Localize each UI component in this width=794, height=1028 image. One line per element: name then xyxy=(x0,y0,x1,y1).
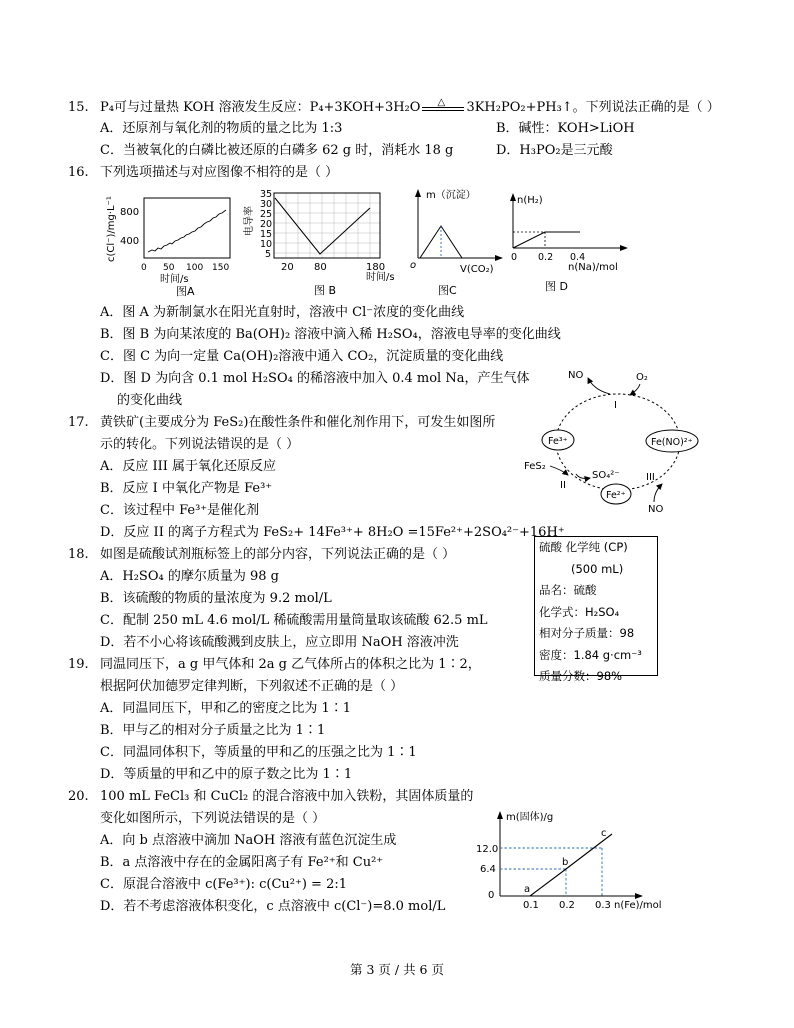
q19-stem-line2: 根据阿伏加德罗定律判断，下列叙述不正确的是（ ） xyxy=(100,679,404,694)
q16-figD-xtick: 0 xyxy=(511,252,518,263)
q20-stem-line1: 100 mL FeCl₃ 和 CuCl₂ 的混合溶液中加入铁粉，其固体质量的 xyxy=(100,789,474,804)
q17-arrow-so4 xyxy=(576,474,590,479)
q16-option-a: A．图 A 为新制氯水在阳光直射时，溶液中 Cl⁻浓度的变化曲线 xyxy=(100,305,465,320)
q20-point-a: a xyxy=(524,884,531,895)
q15-number: 15. xyxy=(68,100,89,115)
q16-figB-xtick: 80 xyxy=(314,262,327,273)
q20-xtick-0-1: 0.1 xyxy=(523,900,539,911)
q19-number: 19. xyxy=(68,657,89,672)
q20-ytick-6-4: 6.4 xyxy=(480,864,496,875)
q16-option-c: C．图 C 为向一定量 Ca(OH)₂溶液中通入 CO₂，沉淀质量的变化曲线 xyxy=(100,349,504,364)
q17-o2: O₂ xyxy=(636,372,648,383)
q16-figC-origin: o xyxy=(410,260,417,271)
label-volume: (500 mL) xyxy=(571,561,624,576)
q16-figB-xlabel: 时间/s xyxy=(366,272,395,283)
label-mass-fraction: 质量分数：98% xyxy=(539,669,623,683)
q20-ytick-0: 0 xyxy=(488,890,495,901)
q20-x-arrow xyxy=(635,893,643,899)
q16-figure-a xyxy=(100,188,240,298)
q17-arrow-from-no xyxy=(654,484,662,502)
q20-xtick-0-3: 0.3 xyxy=(595,900,611,911)
q16-figB-ytick: 15 xyxy=(260,229,273,240)
q17-reaction-ii: II xyxy=(560,480,566,491)
q16-figure-b xyxy=(240,186,395,298)
q15-option-c: C．当被氧化的白磷比被还原的白磷多 62 g 时，消耗水 18 g xyxy=(100,143,454,158)
q16-figD-curve xyxy=(513,232,580,248)
q20-xlabel: n(Fe)/mol xyxy=(614,900,662,911)
q15-stem-part2: 3KH₂PO₂+PH₃↑。下列说法正确的是（ ） xyxy=(466,100,720,115)
q19-option-b: B．甲与乙的相对分子质量之比为 1∶1 xyxy=(100,723,326,738)
q18-option-d: D．若不小心将该硫酸溅到皮肤上，应立即用 NaOH 溶液冲洗 xyxy=(100,635,459,650)
q18-option-b: B．该硫酸的物质的量浓度为 9.2 mol/L xyxy=(100,591,332,606)
label-density: 密度：1.84 g·cm⁻³ xyxy=(539,647,642,662)
q16-figB-ytick: 25 xyxy=(260,209,273,220)
q17-no-top: NO xyxy=(568,370,584,381)
q20-point-b: b xyxy=(562,857,569,868)
q16-stem: 下列选项描述与对应图像不相符的是（ ） xyxy=(100,165,339,180)
q17-feno: Fe(NO)²⁺ xyxy=(651,437,693,448)
q17-option-d: D．反应 II 的离子方程式为 FeS₂+ 14Fe³⁺+ 8H₂O =15Fe²⁺+2SO₄²⁻+16H⁺ xyxy=(100,525,565,540)
q16-figD-ylabel: n(H₂) xyxy=(517,195,543,206)
q16-option-d-line1: D．图 D 为向含 0.1 mol H₂SO₄ 的稀溶液中加入 0.4 mol Na，产生气体 xyxy=(100,371,530,386)
q16-figB-ylabel: 电导率 xyxy=(244,206,255,236)
q20-number: 20. xyxy=(68,789,89,804)
q16-figB-ytick: 20 xyxy=(260,219,273,230)
q20-option-d: D．若不考虑溶液体积变化，c 点溶液中 c(Cl⁻)=8.0 mol/L xyxy=(100,899,446,914)
q15-arrow xyxy=(420,96,466,115)
q20-option-c: C．原混合溶液中 c(Fe³⁺): c(Cu²⁺) = 2:1 xyxy=(100,877,347,892)
q17-arrow-from-o2 xyxy=(630,384,640,395)
q16-figA-xtick: 100 xyxy=(186,263,204,273)
q16-figD-y-arrow xyxy=(510,193,516,201)
q16-option-b: B．图 B 为向某浓度的 Ba(OH)₂ 溶液中滴入稀 H₂SO₄，溶液电导率的变化曲线 xyxy=(100,327,561,342)
q15-option-a: A．还原剂与氧化剂的物质的量之比为 1:3 xyxy=(100,121,343,136)
q16-figA-caption: 图A xyxy=(176,285,195,298)
q17-cycle-diagram xyxy=(520,362,710,520)
label-molar-mass: 相对分子质量：98 xyxy=(539,626,635,640)
q16-number: 16. xyxy=(68,165,89,180)
q17-fe3: Fe³⁺ xyxy=(548,436,568,447)
q20-xtick-0-2: 0.2 xyxy=(559,900,575,911)
q17-number: 17. xyxy=(68,415,89,430)
q15-option-b: B．碱性：KOH>LiOH xyxy=(496,121,635,136)
q16-figD-x-arrow xyxy=(620,245,628,251)
q15-option-d: D．H₃PO₂是三元酸 xyxy=(496,143,613,158)
q16-figC-x-arrow xyxy=(495,255,503,261)
label-header: 硫酸 化学纯 (CP) xyxy=(539,540,628,554)
q15-stem xyxy=(100,98,720,118)
q16-figB-ytick: 5 xyxy=(265,249,272,260)
q16-figA-curve xyxy=(148,210,226,252)
q16-figA-ylabel: c(Cl⁻)/mg·L⁻¹ xyxy=(106,196,117,262)
q16-figC-caption: 图C xyxy=(438,284,457,297)
q16-figA-xtick: 0 xyxy=(141,263,147,273)
q17-fes2: FeS₂ xyxy=(524,461,546,472)
q17-so4: SO₄²⁻ xyxy=(592,470,620,481)
label-formula: 化学式：H₂SO₄ xyxy=(539,604,620,619)
q16-figure-c xyxy=(408,186,508,298)
q20-ytick-12: 12.0 xyxy=(476,844,499,855)
q18-number: 18. xyxy=(68,547,89,562)
q19-stem-line1: 同温同压下，a g 甲气体和 2a g 乙气体所占的体积之比为 1∶2， xyxy=(100,657,481,672)
q16-figure-d xyxy=(505,188,630,298)
q17-stem-line2: 示的转化。下列说法错误的是（ ） xyxy=(100,437,300,452)
q20-y-arrow xyxy=(497,811,503,819)
q16-figB-ytick: 30 xyxy=(260,199,273,210)
q20-solid-mass-graph xyxy=(470,808,680,912)
q16-figA-xtick: 50 xyxy=(163,263,175,273)
q20-option-b: B．a 点溶液中存在的金属阳离子有 Fe²⁺和 Cu²⁺ xyxy=(100,855,384,870)
q17-arrow-to-no xyxy=(588,378,610,394)
q20-curve xyxy=(530,834,612,896)
reagent-label-box xyxy=(534,536,658,683)
q20-point-c: c xyxy=(601,828,607,839)
q16-figB-xtick: 20 xyxy=(281,262,294,273)
q16-figD-xtick: 0.4 xyxy=(570,252,586,263)
q18-stem: 如图是硫酸试剂瓶标签上的部分内容，下列说法正确的是（ ） xyxy=(100,547,456,562)
q19-option-a: A．同温同压下，甲和乙的密度之比为 1∶1 xyxy=(100,701,352,716)
q16-figD-caption: 图 D xyxy=(545,280,568,293)
page-footer: 第 3 页 / 共 6 页 xyxy=(350,962,444,977)
q17-reaction-iii: III xyxy=(646,472,655,483)
q16-figD-xtick: 0.2 xyxy=(538,252,554,263)
q20-option-a: A．向 b 点溶液中滴加 NaOH 溶液有蓝色沉淀生成 xyxy=(100,833,397,848)
q17-stem-line1: 黄铁矿(主要成分为 FeS₂)在酸性条件和催化剂作用下，可发生如图所 xyxy=(100,415,496,430)
q19-option-c: C．同温同体积下，等质量的甲和乙的压强之比为 1∶1 xyxy=(100,745,417,760)
q16-figD-xlabel: n(Na)/mol xyxy=(568,262,618,273)
q16-figC-y-arrow xyxy=(415,189,421,197)
q16-figA-xtick: 150 xyxy=(212,263,230,273)
q17-reaction-i: I xyxy=(614,400,617,411)
q18-option-a: A．H₂SO₄ 的摩尔质量为 98 g xyxy=(100,569,279,584)
q16-figB-grid xyxy=(274,193,380,258)
q16-figB-ytick: 35 xyxy=(260,189,273,200)
label-name: 品名：硫酸 xyxy=(539,583,597,597)
q17-option-b: B．反应 I 中氧化产物是 Fe³⁺ xyxy=(100,481,273,496)
q15-stem-part1: P₄可与过量热 KOH 溶液发生反应：P₄+3KOH+3H₂O xyxy=(100,100,421,115)
q15-heat-condition: △ xyxy=(437,96,446,108)
q17-option-c: C．该过程中 Fe³⁺是催化剂 xyxy=(100,503,260,518)
q16-figB-xtick: 180 xyxy=(366,262,386,273)
q16-figC-xlabel: V(CO₂) xyxy=(460,264,494,275)
q18-option-c: C．配制 250 mL 4.6 mol/L 稀硫酸需用量筒量取该硫酸 62.5 mL xyxy=(100,613,488,628)
q16-option-d-line2: 的变化曲线 xyxy=(117,393,183,408)
q19-option-d: D．等质量的甲和乙中的原子数之比为 1∶1 xyxy=(100,767,353,782)
q16-figA-ytick: 400 xyxy=(120,236,140,247)
q16-figA-xlabel: 时间/s xyxy=(160,274,189,285)
q17-no-bottom: NO xyxy=(648,504,664,515)
q16-figB-caption: 图 B xyxy=(314,284,337,297)
q16-figA-ytick: 800 xyxy=(120,207,140,218)
q17-option-a: A．反应 III 属于氧化还原反应 xyxy=(100,459,277,474)
q20-stem-line2: 变化如图所示，下列说法错误的是（ ） xyxy=(100,811,326,826)
q16-figC-ylabel: m（沉淀） xyxy=(426,190,476,201)
q20-ylabel: m(固体)/g xyxy=(506,812,554,823)
q17-fe2: Fe²⁺ xyxy=(606,490,626,501)
q16-figB-ytick: 10 xyxy=(260,239,273,250)
q16-figB-curve xyxy=(275,198,370,254)
